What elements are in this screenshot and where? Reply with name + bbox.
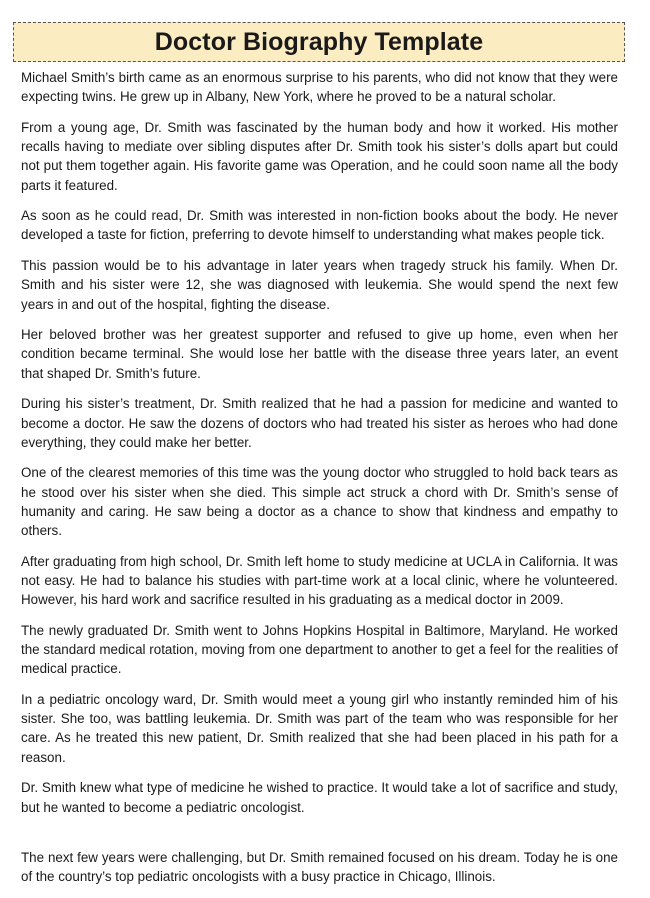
paragraph: The newly graduated Dr. Smith went to Johns Hopkins Hospital in Baltimore, Maryland. He worked the standard medical rotation, moving from one department to another to get a feel for the realities of medical practice.: [21, 622, 618, 677]
paragraph: During his sister’s treatment, Dr. Smith realized that he had a passion for medicine and wanted to become a doctor. He saw the dozens of doctors who had treated his sister as heroes who had done everything, they could make her better.: [21, 396, 618, 450]
paragraph: From a young age, Dr. Smith was fascinated by the human body and how it worked. His mother recalls having to mediate over sibling disputes after Dr. Smith took his sister’s dolls apart but could not put them together again. His favorite game was Operation, and he could soon name all the body parts it featured.: [21, 119, 618, 193]
paragraph: This passion would be to his advantage in later years when tragedy struck his family. When Dr. Smith and his sister were 12, she was diagnosed with leukemia. She would spend the next few years in and out of the hospital, fighting the disease.: [21, 258, 618, 312]
paragraph: The next few years were challenging, but Dr. Smith remained focused on his dream. Today he is one of the country’s top pediatric oncologists with a busy practice in Chicago, Illinois.: [21, 849, 618, 884]
page-title: Doctor Biography Template: [154, 27, 484, 56]
title-banner: [13, 22, 625, 62]
paragraph: Michael Smith’s birth came as an enormous surprise to his parents, who did not know that they were expecting twins. He grew up in Albany, New York, where he proved to be a natural scholar.: [21, 70, 618, 105]
paragraph: One of the clearest memories of this time was the young doctor who struggled to hold back tears as he stood over his sister when she died. This simple act struck a chord with Dr. Smith’s sense of humanity and caring. He saw being a doctor as a chance to show that kindness and empathy to others.: [21, 465, 618, 539]
paragraph: Dr. Smith knew what type of medicine he wished to practice. It would take a lot of sacrifice and study, but he wanted to become a pediatric oncologist.: [21, 780, 618, 815]
paragraph: After graduating from high school, Dr. Smith left home to study medicine at UCLA in California. It was not easy. He had to balance his studies with part-time work at a local clinic, where he volunteered. However, his hard work and sacrifice resulted in his graduating as a medical doctor in 2009.: [21, 553, 618, 608]
paragraph: Her beloved brother was her greatest supporter and refused to give up home, even when her condition became terminal. She would lose her battle with the disease three years later, an event that shaped Dr. Smith’s future.: [21, 327, 618, 381]
biography-body: [21, 68, 618, 898]
paragraph: In a pediatric oncology ward, Dr. Smith would meet a young girl who instantly reminded him of his sister. She too, was battling leukemia. Dr. Smith was part of the team who was responsible for her care. As he treated this new patient, Dr. Smith realized that she had been placed in his path for a reason.: [21, 691, 618, 765]
paragraph: As soon as he could read, Dr. Smith was interested in non-fiction books about the body. He never developed a taste for fiction, preferring to devote himself to understanding what makes people tick.: [21, 208, 618, 243]
